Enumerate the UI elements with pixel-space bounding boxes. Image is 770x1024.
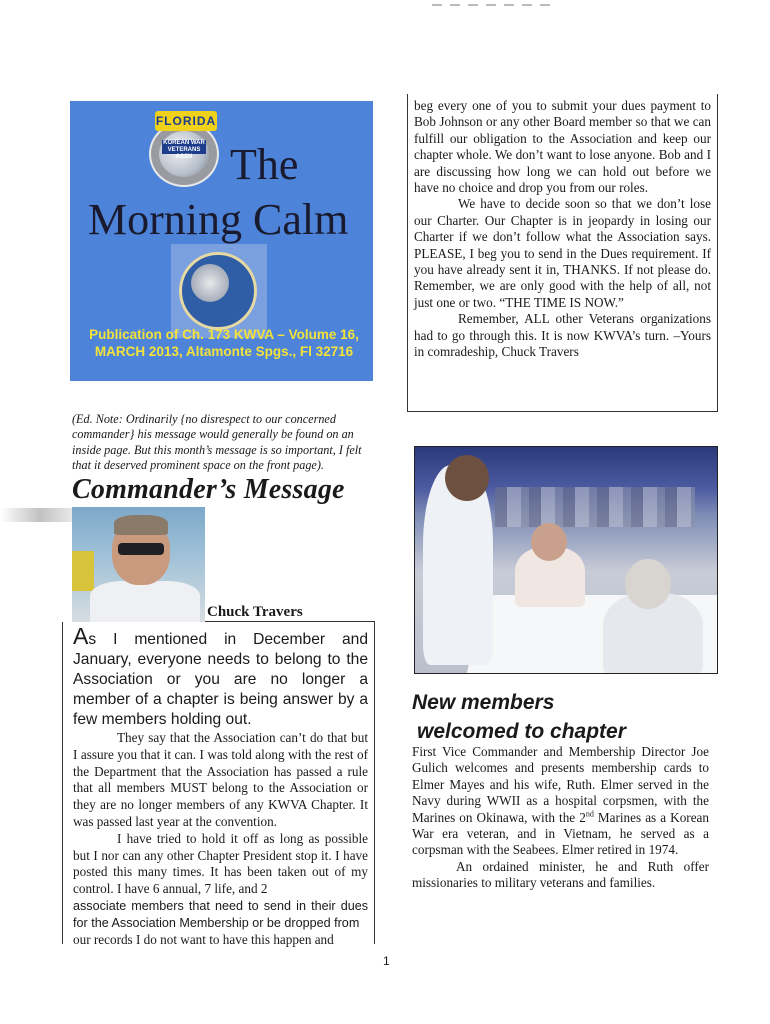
photo-shirt — [90, 581, 200, 622]
commander-message-heading: Commander’s Message — [72, 474, 345, 505]
commander-message-body — [62, 622, 375, 947]
photo-glasses — [118, 543, 164, 555]
new-members-body — [412, 744, 709, 892]
badge-banner: FLORIDA — [155, 111, 217, 131]
lead-text: s I mentioned in December and January, everyone needs to belong to the Association or you are no longer a member of a chapter is being answer by a few members holding out. — [73, 631, 368, 728]
continued-paragraph-1: beg every one of you to submit your dues payment to Bob Johnson or any other Board member so that we can fulfill our obligation to the Association and keep our chapter whole. We don’t want to lose anyone. Bob and I are discussing how long we can hold out before we have no choice and drop you from our roles. — [414, 98, 711, 196]
masthead-title-line1: The — [230, 140, 299, 189]
publication-info — [84, 326, 364, 360]
photo-crowd — [495, 487, 695, 527]
continued-paragraph-3: Remember, ALL other Veterans organizations had to go through this. It is now KWVA’s turn. –Yours in comradeship, Chuck Travers — [414, 311, 711, 360]
new-members-photo — [414, 446, 718, 674]
photo-person-elmer-head — [531, 523, 567, 561]
lead-paragraph — [73, 623, 368, 730]
photo-person-ruth-head — [625, 559, 671, 609]
new-members-paragraph-1-rest: Marines as a Korean War era veteran, and in Vietnam, he served as a corpsman with the Seabees. Elmer retired in 1974. — [412, 809, 709, 858]
new-members-heading-line2: welcomed to chapter — [417, 720, 626, 743]
editor-note: (Ed. Note: Ordinarily {no disrespect to our concerned commander} his message would generally be found on an inside page. But this month’s message is so important, I felt that it deserved prominent space on the front page). — [72, 412, 362, 473]
seal-center — [191, 264, 229, 302]
photo-hair — [114, 515, 168, 535]
photo-person-presenter-head — [445, 455, 489, 501]
new-members-paragraph-1 — [412, 744, 709, 859]
commander-photo — [72, 507, 205, 622]
korea-service-seal-logo — [171, 244, 267, 338]
scan-artifact — [432, 4, 552, 6]
photo-flag — [72, 551, 94, 591]
continued-paragraph-2: We have to decide soon so that we don’t lose our Charter. Our Chapter is in jeopardy in losing our Charter if we don’t follow what the Association says. PLEASE, I beg you to send in the Dues requirement. If you have already sent it in, THANKS. If not please do. Remember, we are only good with the help of all, not just one or two. “THE TIME IS NOW.” — [414, 196, 711, 310]
scan-artifact — [0, 508, 80, 522]
commander-paragraph-1: They say that the Association can’t do that but I assure you that it can. I was told along with the rest of the Department that the Association has passed a rule that all members MUST belong to the Association or they are no longer members of any KWVA Chapter. It was passed last year at the convention. — [73, 730, 368, 829]
badge-subtitle: KOREAN WAR VETERANS ASSN — [163, 140, 205, 160]
page-number: 1 — [383, 954, 390, 968]
new-members-paragraph-2: An ordained minister, he and Ruth offer missionaries to military veterans and families. — [412, 858, 709, 891]
commander-paragraph-2: I have tried to hold it off as long as possible but I nor can any other Chapter President stop it. I have posted this many times. It has been taken out of my control. I have 6 annual, 7 life, and 2 — [73, 830, 368, 897]
masthead — [70, 101, 373, 381]
commander-paragraph-2-cont: associate members that need to send in their dues for the Association Membership or be dropped from — [73, 898, 368, 930]
drop-cap: A — [73, 623, 89, 649]
commander-message-continued — [407, 94, 718, 412]
publication-line2: MARCH 2013, Altamonte Spgs., Fl 32716 — [94, 344, 354, 359]
new-members-paragraph-1-text: First Vice Commander and Membership Director Joe Gulich welcomes and presents membership cards to Elmer Mayes and his wife, Ruth. Elmer served in the Navy during WWII as a hospital corpsmen, with the Marines on Okinawa, with the 2 — [412, 744, 709, 825]
publication-line1: Publication of Ch. 173 KWVA – Volume 16, — [89, 327, 359, 342]
ordinal-suffix: nd — [585, 809, 594, 819]
new-members-heading-line1: New members — [412, 691, 555, 714]
commander-name: Chuck Travers — [207, 604, 303, 620]
new-members-heading — [412, 688, 626, 746]
masthead-title-line2: Morning Calm — [88, 195, 349, 244]
kwva-badge-logo — [149, 111, 223, 189]
commander-paragraph-2-end: our records I do not want to have this happen and — [73, 931, 334, 947]
